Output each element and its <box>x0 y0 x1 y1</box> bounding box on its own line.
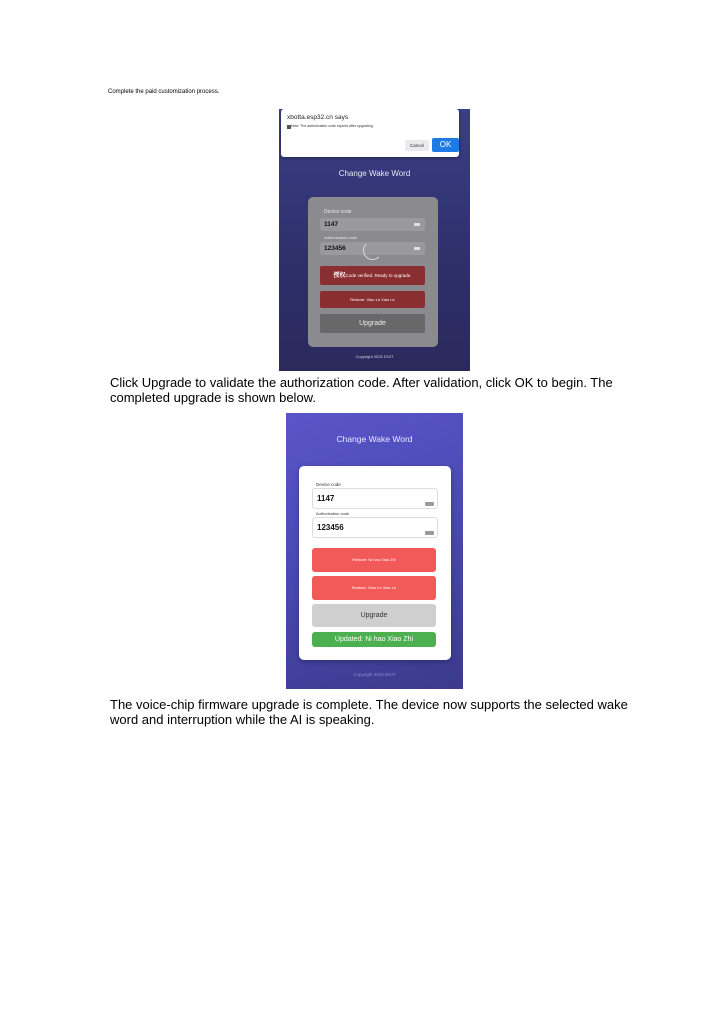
device-code-value: 1147 <box>317 494 335 503</box>
auth-code-value: 123456 <box>317 523 344 532</box>
device-code-field[interactable] <box>312 488 438 509</box>
form-card <box>308 197 438 347</box>
restore-button[interactable]: Restore: Xiao Le Xiao Le <box>320 291 425 308</box>
auth-code-field[interactable] <box>312 517 438 538</box>
screenshot-completed <box>286 413 463 689</box>
copyright: Copyright 2025 DGIT <box>355 354 394 359</box>
dialog-ok-button[interactable]: OK <box>432 138 459 152</box>
intro-note: Complete the paid customization process. <box>108 89 220 95</box>
paragraph-instructions: Click Upgrade to validate the authorization code. After validation, click OK to begin. The completed upgrade is shown below. <box>110 375 613 405</box>
auth-code-value: 123456 <box>324 245 346 252</box>
paragraph-conclusion: The voice-chip firmware upgrade is complete. The device now supports the selected wake word and interruption while the AI is speaking. <box>110 697 628 727</box>
dialog-note: Note: The authorization code expires after upgrading. <box>291 124 374 128</box>
auth-code-label: Authorization code <box>316 511 350 516</box>
page-title: Change Wake Word <box>338 169 411 178</box>
screenshot-validation <box>279 109 470 371</box>
keyboard-icon <box>414 223 420 226</box>
restore-nihao-button[interactable]: Restore: Ni hao Xiao Zhi <box>312 548 436 572</box>
device-code-label: Device code <box>316 482 341 487</box>
device-code-label: Device code <box>324 209 352 215</box>
status-text: Code verified. Ready to upgrade. <box>345 273 412 278</box>
loading-spinner-icon <box>363 241 382 260</box>
keyboard-icon <box>425 502 434 506</box>
dialog-cancel-button[interactable]: Cancel <box>405 140 429 151</box>
copyright: Copyright 2025 DGIT <box>353 672 396 677</box>
form-card <box>299 466 451 660</box>
status-banner <box>320 266 425 285</box>
device-code-value: 1147 <box>324 221 339 228</box>
auth-code-label: Authorization code <box>324 235 358 240</box>
upgrade-button[interactable]: Upgrade <box>320 314 425 333</box>
keyboard-icon <box>425 531 434 535</box>
device-code-field[interactable] <box>320 218 425 231</box>
status-banner: Updated: Ni hao Xiao Zhi <box>312 632 436 647</box>
upgrade-button[interactable]: Upgrade <box>312 604 436 627</box>
page-title: Change Wake Word <box>336 434 413 444</box>
status-prefix: 授权 <box>333 273 346 279</box>
restore-xiaole-button[interactable]: Restore: Xiao Le Xiao Le <box>312 576 436 600</box>
keyboard-icon <box>414 247 420 250</box>
dialog-site: xbotta.esp32.cn says <box>287 114 349 121</box>
confirm-dialog <box>281 109 459 157</box>
